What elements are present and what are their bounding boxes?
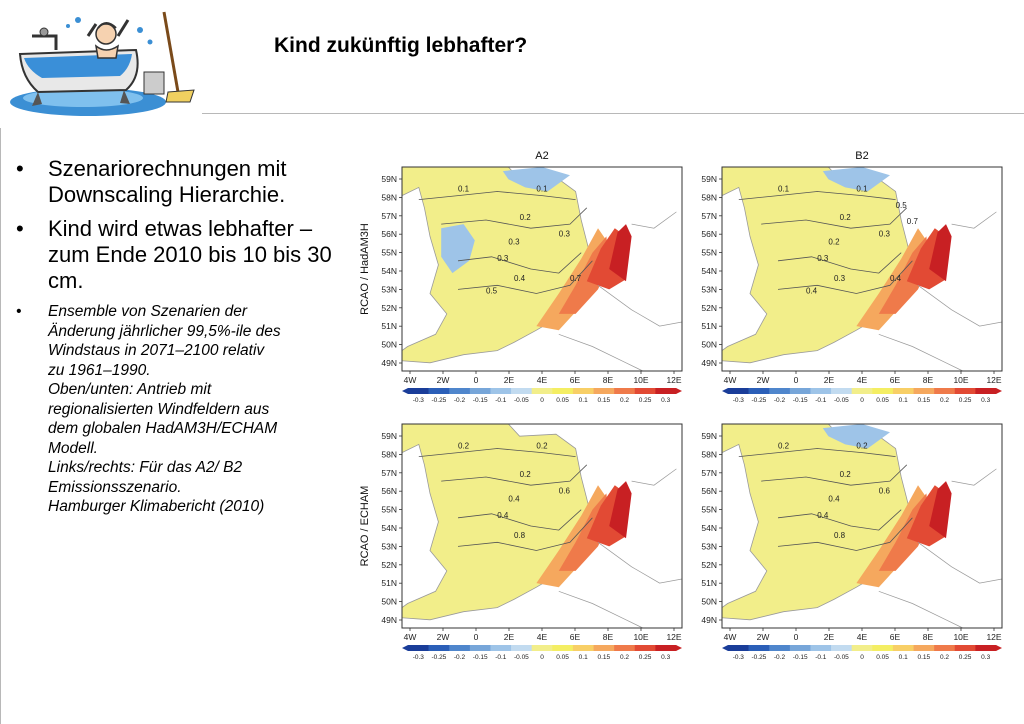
y-tick-label: 59N (701, 431, 717, 441)
x-tick-label: 8E (922, 632, 934, 642)
colorbar-tick-label: -0.15 (472, 397, 488, 404)
colorbar-tick-label: 0.1 (578, 654, 588, 661)
colorbar-arrow-left (722, 388, 728, 394)
x-tick-label: 4E (536, 632, 548, 642)
colorbar-swatch (449, 388, 470, 394)
y-tick-label: 52N (381, 302, 397, 313)
colorbar-arrow-right (996, 645, 1002, 651)
colorbar-swatch (470, 388, 491, 394)
y-tick-label: 50N (701, 596, 717, 607)
colorbar-tick-label: 0.25 (958, 654, 972, 661)
bullet-note (12, 302, 352, 517)
colorbar-tick-label: -0.3 (732, 654, 744, 661)
colorbar-tick-label: 0.2 (939, 654, 950, 661)
contour-label: 0.1 (536, 184, 548, 194)
colorbar-tick-label: 0.05 (876, 654, 889, 661)
contour-label: 0.5 (486, 286, 498, 296)
note-line: Hamburger Klimabericht (2010) (48, 498, 265, 515)
contour-label: 0.1 (778, 184, 790, 194)
colorbar-tick-label: 0.2 (619, 397, 630, 404)
y-tick-label: 59N (381, 431, 397, 441)
colorbar-swatch (449, 645, 470, 651)
colorbar-tick-label: -0.1 (495, 654, 507, 661)
colorbar-tick-label: -0.15 (472, 654, 488, 661)
colorbar-swatch (655, 645, 676, 651)
y-tick-label: 57N (701, 467, 717, 478)
colorbar-tick-label: 0 (860, 654, 864, 661)
y-tick-label: 49N (381, 615, 397, 625)
contour-label: 0.3 (834, 274, 846, 284)
x-tick-label: 10E (633, 632, 649, 642)
colorbar-swatch (872, 388, 893, 394)
y-tick-label: 57N (381, 467, 397, 478)
colorbar-tick-label: 0.05 (876, 397, 889, 404)
y-tick-label: 55N (701, 504, 717, 515)
note-line: Modell. (48, 439, 98, 457)
colorbar-tick-label: -0.05 (833, 397, 849, 404)
contour-label: 0.3 (558, 229, 570, 239)
map-panel-bottom-left (359, 424, 682, 661)
colorbar-swatch (635, 388, 656, 394)
colorbar-swatch (893, 645, 914, 651)
contour-label: 0.6 (558, 486, 570, 496)
colorbar-tick-label: -0.2 (453, 654, 466, 661)
colorbar-arrow-left (402, 645, 408, 651)
x-tick-label: 0 (793, 375, 799, 385)
colorbar-swatch (552, 388, 573, 394)
y-tick-label: 53N (381, 284, 397, 295)
contour-label: 0.2 (839, 470, 851, 479)
bullet-list (12, 156, 352, 517)
colorbar-tick-label: -0.25 (431, 654, 447, 661)
left-border (0, 128, 1, 724)
contour-label: 0.2 (839, 213, 851, 222)
colorbar-arrow-right (676, 645, 682, 651)
contour-label: 0.3 (817, 253, 829, 263)
colorbar-swatch (728, 645, 749, 651)
colorbar-swatch (831, 388, 852, 394)
x-tick-label: 4W (723, 632, 737, 642)
y-tick-label: 49N (701, 358, 717, 368)
colorbar-tick-label: 0.05 (556, 397, 569, 404)
colorbar-swatch (532, 388, 553, 394)
x-tick-label: 2E (823, 632, 835, 642)
colorbar-tick-label: 0.25 (958, 397, 972, 404)
note-line: regionalisierten Windfeldern aus (48, 400, 270, 418)
x-tick-label: 8E (602, 375, 614, 385)
y-tick-label: 59N (381, 174, 397, 184)
map-panel-top-right (701, 150, 1002, 404)
colorbar-tick-label: -0.25 (751, 654, 767, 661)
colorbar-arrow-right (676, 388, 682, 394)
note-line: dem globalen HadAM3H/ECHAM (48, 420, 278, 437)
row-label: RCAO / HadAM3H (359, 223, 371, 315)
x-tick-label: 2W (436, 632, 450, 642)
colorbar-swatch (790, 645, 811, 651)
colorbar-swatch (573, 388, 594, 394)
colorbar-tick-label: -0.05 (513, 654, 529, 661)
y-tick-label: 58N (381, 449, 397, 460)
y-tick-label: 50N (381, 339, 397, 350)
y-tick-label: 58N (381, 192, 397, 203)
x-tick-label: 10E (953, 375, 969, 385)
y-tick-label: 56N (701, 229, 717, 240)
y-tick-label: 53N (381, 541, 397, 552)
x-tick-label: 8E (602, 632, 614, 642)
note-line: Änderung jährlicher 99,5%-ile des (48, 322, 281, 340)
y-tick-label: 54N (381, 266, 397, 276)
colorbar-swatch (594, 388, 615, 394)
y-tick-label: 58N (701, 449, 717, 460)
contour-label: 0.2 (519, 213, 531, 222)
x-tick-label: 4W (723, 375, 737, 385)
colorbar-tick-label: 0.2 (619, 654, 630, 661)
colorbar-swatch (511, 388, 532, 394)
colorbar-swatch (872, 645, 893, 651)
colorbar-swatch (470, 645, 491, 651)
colorbar-swatch (614, 388, 635, 394)
colorbar-swatch (769, 645, 790, 651)
contour-label: 0.4 (514, 274, 526, 284)
colorbar-tick-label: -0.3 (732, 397, 744, 404)
x-tick-label: 0 (793, 632, 799, 642)
colorbar-tick-label: 0.2 (939, 397, 950, 404)
y-tick-label: 50N (701, 339, 717, 350)
y-tick-label: 51N (701, 578, 717, 589)
x-tick-label: 12E (666, 632, 682, 642)
bullet-item: • Kind wird etwas lebhafter – zum Ende 2010 bis 10 bis 30 cm. (12, 216, 352, 294)
y-tick-label: 51N (381, 578, 397, 589)
y-tick-label: 58N (701, 192, 717, 203)
x-tick-label: 0 (473, 375, 479, 385)
colorbar-swatch (573, 645, 594, 651)
colorbar-tick-label: -0.2 (773, 397, 786, 404)
y-tick-label: 57N (701, 210, 717, 221)
contour-label: 0.5 (895, 200, 907, 210)
colorbar-tick-label: 0 (540, 397, 544, 404)
colorbar-swatch (749, 388, 770, 394)
colorbar-swatch (975, 388, 996, 394)
colorbar-tick-label: -0.1 (495, 397, 507, 404)
x-tick-label: 6E (889, 375, 901, 385)
x-tick-label: 0 (473, 632, 479, 642)
colorbar-tick-label: 0.15 (917, 654, 931, 661)
colorbar-swatch (552, 645, 573, 651)
colorbar-swatch (429, 645, 450, 651)
map-panel-top-left (359, 150, 682, 404)
colorbar-tick-label: -0.2 (773, 654, 786, 661)
map-panel-bottom-right (701, 424, 1002, 661)
colorbar-tick-label: 0.15 (597, 397, 611, 404)
colorbar-swatch (914, 388, 935, 394)
contour-label: 0.2 (536, 441, 548, 451)
colorbar-swatch (532, 645, 553, 651)
contour-label: 0.4 (806, 286, 818, 296)
colorbar-tick-label: -0.3 (412, 397, 424, 404)
colorbar-swatch (934, 645, 955, 651)
colorbar-swatch (810, 388, 831, 394)
x-tick-label: 4E (856, 632, 868, 642)
y-tick-label: 59N (701, 174, 717, 184)
colorbar-swatch (975, 645, 996, 651)
bullet-item: • Szenariorechnungen mit Downscaling Hierarchie. (12, 156, 352, 208)
x-tick-label: 2W (756, 632, 770, 642)
colorbar-tick-label: -0.25 (431, 397, 447, 404)
colorbar-swatch (490, 645, 511, 651)
colorbar-tick-label: -0.05 (513, 397, 529, 404)
colorbar-tick-label: -0.05 (833, 654, 849, 661)
y-tick-label: 55N (381, 504, 397, 515)
y-tick-label: 52N (701, 559, 717, 570)
y-tick-label: 56N (381, 229, 397, 240)
y-tick-label: 56N (381, 486, 397, 497)
contour-label: 0.7 (570, 274, 582, 284)
colorbar-tick-label: 0 (540, 654, 544, 661)
x-tick-label: 2W (756, 375, 770, 385)
contour-label: 0.2 (828, 237, 840, 247)
colorbar-arrow-left (402, 388, 408, 394)
colorbar-tick-label: 0.3 (981, 654, 991, 661)
colorbar-swatch (790, 388, 811, 394)
contour-label: 0.7 (906, 217, 918, 227)
contour-label: 0.2 (856, 441, 868, 451)
note-line: • Ensemble von Szenarien der (48, 303, 248, 320)
x-tick-label: 6E (889, 632, 901, 642)
colorbar-tick-label: 0.1 (578, 397, 588, 404)
y-tick-label: 57N (381, 210, 397, 221)
contour-label: 0.2 (778, 441, 790, 451)
y-tick-label: 53N (701, 284, 717, 295)
title-divider (202, 113, 1024, 114)
contour-label: 0.4 (508, 494, 520, 504)
y-tick-label: 52N (381, 559, 397, 570)
contour-label: 0.2 (519, 470, 531, 479)
y-tick-label: 50N (381, 596, 397, 607)
y-tick-label: 55N (701, 247, 717, 258)
colorbar-tick-label: -0.3 (412, 654, 424, 661)
contour-label: 0.4 (817, 510, 829, 520)
y-tick-label: 54N (701, 523, 717, 533)
colorbar-swatch (934, 388, 955, 394)
y-tick-label: 53N (701, 541, 717, 552)
x-tick-label: 8E (922, 375, 934, 385)
colorbar-swatch (594, 645, 615, 651)
colorbar-swatch (831, 645, 852, 651)
x-tick-label: 2E (823, 375, 835, 385)
colorbar-swatch (769, 388, 790, 394)
note-line: zu 1961–1990. (48, 361, 151, 379)
colorbar-swatch (810, 645, 831, 651)
contour-label: 0.4 (890, 274, 902, 284)
colorbar-swatch (614, 645, 635, 651)
panel-title: A2 (535, 150, 549, 162)
x-tick-label: 10E (633, 375, 649, 385)
contour-label: 0.8 (514, 531, 526, 541)
y-tick-label: 49N (381, 358, 397, 368)
x-tick-label: 4E (536, 375, 548, 385)
colorbar-tick-label: -0.2 (453, 397, 466, 404)
colorbar-swatch (635, 645, 656, 651)
y-tick-label: 56N (701, 486, 717, 497)
x-tick-label: 6E (569, 632, 581, 642)
x-tick-label: 2W (436, 375, 450, 385)
contour-label: 0.4 (828, 494, 840, 504)
x-tick-label: 4W (403, 632, 417, 642)
colorbar-swatch (852, 388, 873, 394)
contour-label: 0.3 (508, 237, 520, 247)
colorbar-tick-label: 0.25 (638, 654, 652, 661)
colorbar-tick-label: 0.15 (597, 654, 611, 661)
contour-label: 0.3 (878, 229, 890, 239)
colorbar-swatch (914, 645, 935, 651)
colorbar-tick-label: -0.1 (815, 397, 827, 404)
colorbar-tick-label: 0.3 (981, 397, 991, 404)
x-tick-label: 12E (666, 375, 682, 385)
y-tick-label: 54N (701, 266, 717, 276)
slide-title: Kind zukünftig lebhafter? (274, 34, 528, 57)
colorbar-tick-label: 0.1 (898, 654, 908, 661)
colorbar-tick-label: -0.15 (792, 654, 808, 661)
colorbar-swatch (728, 388, 749, 394)
bathtub-cartoon-logo (8, 6, 198, 121)
colorbar-tick-label: 0.05 (556, 654, 569, 661)
y-tick-label: 51N (381, 321, 397, 332)
colorbar-tick-label: 0.1 (898, 397, 908, 404)
colorbar-swatch (511, 645, 532, 651)
colorbar-tick-label: -0.1 (815, 654, 827, 661)
note-line: Oben/unten: Antrieb mit (48, 381, 212, 398)
colorbar-swatch (490, 388, 511, 394)
colorbar-swatch (408, 388, 429, 394)
contour-label: 0.4 (497, 510, 509, 520)
colorbar-tick-label: 0.3 (661, 654, 671, 661)
colorbar-swatch (408, 645, 429, 651)
colorbar-swatch (749, 645, 770, 651)
contour-label: 0.6 (878, 486, 890, 496)
colorbar-arrow-right (996, 388, 1002, 394)
y-tick-label: 49N (701, 615, 717, 625)
x-tick-label: 4E (856, 375, 868, 385)
storm-surge-figure (355, 143, 1017, 673)
row-label: RCAO / ECHAM (359, 485, 371, 567)
x-tick-label: 4W (403, 375, 417, 385)
x-tick-label: 12E (986, 375, 1002, 385)
note-line: Emissionsszenario. (48, 478, 182, 496)
y-tick-label: 54N (381, 523, 397, 533)
colorbar-tick-label: 0.25 (638, 397, 652, 404)
contour-label: 0.2 (458, 441, 470, 451)
colorbar-tick-label: -0.15 (792, 397, 808, 404)
x-tick-label: 6E (569, 375, 581, 385)
x-tick-label: 2E (503, 632, 515, 642)
colorbar-tick-label: 0.3 (661, 397, 671, 404)
x-tick-label: 10E (953, 632, 969, 642)
panel-title: B2 (855, 150, 869, 162)
colorbar-arrow-left (722, 645, 728, 651)
colorbar-tick-label: 0.15 (917, 397, 931, 404)
note-line: Links/rechts: Für das A2/ B2 (48, 459, 243, 476)
x-tick-label: 12E (986, 632, 1002, 642)
note-line: Windstaus in 2071–2100 relativ (48, 342, 265, 359)
contour-label: 0.1 (458, 184, 470, 194)
contour-label: 0.1 (856, 184, 868, 194)
y-tick-label: 51N (701, 321, 717, 332)
colorbar-swatch (955, 388, 976, 394)
y-tick-label: 55N (381, 247, 397, 258)
y-tick-label: 52N (701, 302, 717, 313)
colorbar-tick-label: 0 (860, 397, 864, 404)
colorbar-tick-label: -0.25 (751, 397, 767, 404)
contour-label: 0.8 (834, 531, 846, 541)
colorbar-swatch (955, 645, 976, 651)
contour-label: 0.3 (497, 253, 509, 263)
colorbar-swatch (852, 645, 873, 651)
x-tick-label: 2E (503, 375, 515, 385)
colorbar-swatch (655, 388, 676, 394)
colorbar-swatch (429, 388, 450, 394)
colorbar-swatch (893, 388, 914, 394)
